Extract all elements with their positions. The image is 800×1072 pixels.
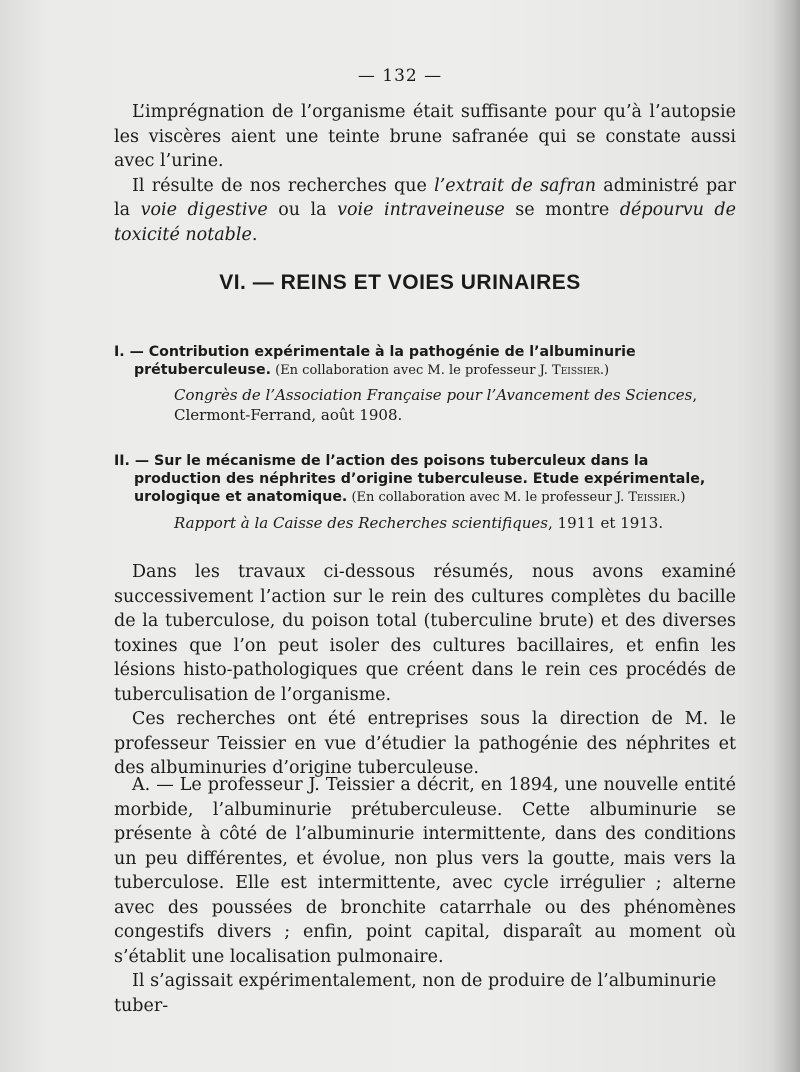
citation-source: Congrès de l’Association Française pour l’Avancement des Sciences <box>174 386 693 404</box>
text-run: administré par la <box>114 175 736 220</box>
entry-collaboration <box>271 363 609 378</box>
bibliography-entry-2 <box>114 452 736 507</box>
citation-source: Rapport à la Caisse des Recherches scientifiques <box>174 514 548 532</box>
entry-title: Contribution expérimentale à la pathogénie de l’albuminurie prétuberculeuse. <box>134 344 636 378</box>
body-paragraph-2: Ces recherches ont été entreprises sous la direction de M. le professeur Teissier en vue d’étudier la pathogénie des néphrites et des albuminuries d’origine tuberculeuse. <box>114 709 736 778</box>
collab-text: (En collaboration avec M. le professeur J. <box>270 363 553 378</box>
text-run: ou la <box>267 200 338 220</box>
intro-text <box>114 100 736 247</box>
intro-paragraph-2 <box>114 174 736 248</box>
entry-title: Sur le mécanisme de l’action des poisons tuberculeux dans la production des néphrites d’origine tuberculeuse. Etude expérimentale, urologique et anatomique. <box>134 453 706 505</box>
text-run: se montre <box>504 200 620 220</box>
citation-1 <box>174 385 736 425</box>
body-paragraph-1: Dans les travaux ci-dessous résumés, nous avons examiné successivement l’action sur le rein des cultures complètes du bacille de la tuberculose, du poison total (tuberculine brute) et des diverses toxines que l’on peut isoler des cultures bacillaires, et enfin les lésions histo-pathologiques que créent dans le rein ces procédés de tuberculisation de l’organisme. <box>114 562 736 705</box>
italic-run: voie intraveineuse <box>337 200 505 220</box>
text-run: Il résulte de nos recherches que <box>132 175 435 196</box>
collab-text: .) <box>676 490 686 505</box>
text-run: . <box>251 224 258 245</box>
italic-run: dépourvu de toxicité notable <box>114 200 736 245</box>
section-title: VI. — REINS ET VOIES URINAIRES <box>219 271 581 294</box>
body-text-2 <box>114 773 736 1018</box>
collab-name: Teissier <box>552 363 600 378</box>
italic-run: voie digestive <box>140 200 268 220</box>
citation-detail: , 1911 et 1913. <box>548 514 664 532</box>
italic-run: l’extrait de safran <box>434 175 597 196</box>
body-paragraph-3: A. — Le professeur J. Teissier a décrit, en 1894, une nouvelle entité morbide, l’albuminurie prétuberculeuse. Cette albuminurie se présente à côté de l’albuminurie intermittente, dans des conditions un peu différentes, et évolue, non plus vers la goutte, mais vers la tuberculose. Elle est intermittente, avec cycle irrégulier ; alterne avec des poussées de bronchite catarrhale ou des phénomènes congestifs divers ; enfin, point capital, disparaît au moment où s’établit une localisation pulmonaire. <box>114 775 736 967</box>
citation-2 <box>174 513 736 533</box>
intro-paragraph-1: L’imprégnation de l’organisme était suffisante pour qu’à l’autopsie les viscères aient une teinte brune safranée qui se constate aussi avec l’urine. <box>114 102 736 171</box>
entry-number: II. — <box>114 453 155 469</box>
entry-heading <box>114 452 736 507</box>
entry-heading <box>114 343 736 380</box>
body-paragraph-4: Il s’agissait expérimentalement, non de produire de l’albuminurie tuber- <box>114 971 717 1016</box>
page-number: — 132 — <box>357 66 443 86</box>
citation-detail: , Clermont-Ferrand, août 1908. <box>174 386 698 424</box>
collab-text: .) <box>599 363 610 378</box>
page-edge-shadow <box>772 0 800 1072</box>
body-text <box>114 560 736 781</box>
entry-number: I. — <box>114 344 149 360</box>
entry-collaboration <box>347 490 685 505</box>
collab-name: Teissier <box>628 490 677 505</box>
bibliography-entry-1 <box>114 343 736 380</box>
collab-text: (En collaboration avec M. le professeur J. <box>347 490 629 505</box>
